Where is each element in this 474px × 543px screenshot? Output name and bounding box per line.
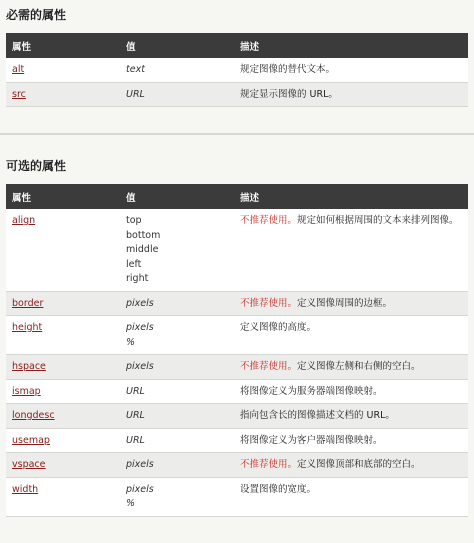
value-text: pixels: [126, 322, 154, 333]
attribute-link[interactable]: hspace: [12, 361, 46, 372]
value-text: pixels: [126, 483, 154, 495]
table-row: [6, 404, 468, 429]
attribute-cell: [6, 82, 120, 107]
deprecated-warning: 不推荐使用。: [240, 297, 298, 309]
attribute-link[interactable]: align: [12, 215, 36, 226]
header-description: 描述: [234, 33, 468, 58]
value-cell: [120, 404, 234, 429]
description-cell: [234, 355, 468, 380]
attribute-cell: [6, 379, 120, 404]
value-text: URL: [126, 434, 145, 446]
description-text: 将图像定义为客户器端图像映射。: [240, 434, 383, 446]
description-cell: [234, 209, 468, 291]
table-row: [6, 428, 468, 453]
value-cell: [120, 316, 234, 355]
value-cell: [120, 355, 234, 380]
attribute-cell: [6, 453, 120, 478]
attribute-cell: [6, 428, 120, 453]
value-cell: [120, 209, 234, 291]
description-cell: [234, 477, 468, 516]
table-row: [6, 477, 468, 516]
description-text: 设置图像的宽度。: [240, 483, 317, 495]
attribute-link[interactable]: usemap: [12, 434, 50, 446]
attribute-link[interactable]: ismap: [12, 385, 41, 397]
table-row: [6, 355, 468, 380]
attribute-cell: [6, 58, 120, 82]
header-attribute: 属性: [6, 33, 120, 58]
description-cell: [234, 453, 468, 478]
table-header-row: [6, 33, 468, 58]
description-text: 定义图像的高度。: [240, 322, 317, 333]
required-attributes-table: [6, 33, 468, 107]
description-cell: [234, 82, 468, 107]
table-row: [6, 58, 468, 82]
value-cell: [120, 428, 234, 453]
value-cell: [120, 82, 234, 107]
attribute-link[interactable]: alt: [12, 64, 25, 75]
deprecated-warning: 不推荐使用。: [240, 459, 298, 470]
attribute-cell: [6, 477, 120, 516]
deprecated-warning: 不推荐使用。: [240, 215, 298, 226]
table-row: [6, 209, 468, 291]
value-text: pixels: [126, 361, 154, 372]
table-row: [6, 291, 468, 316]
deprecated-warning: 不推荐使用。: [240, 361, 298, 372]
table-row: [6, 453, 468, 478]
section-divider: [0, 133, 474, 135]
header-description: 描述: [234, 184, 468, 209]
description-cell: [234, 58, 468, 82]
attribute-link[interactable]: longdesc: [12, 410, 55, 421]
description-text: 将图像定义为服务器端图像映射。: [240, 385, 383, 397]
value-text: right: [126, 273, 149, 284]
table-header-row: [6, 184, 468, 209]
value-text: %: [126, 498, 136, 509]
value-text: text: [126, 64, 145, 75]
table-row: [6, 82, 468, 107]
value-cell: [120, 477, 234, 516]
table-row: [6, 379, 468, 404]
attribute-cell: [6, 291, 120, 316]
attribute-cell: [6, 404, 120, 429]
value-text: left: [126, 258, 142, 270]
description-cell: [234, 379, 468, 404]
header-value: 值: [120, 33, 234, 58]
description-cell: [234, 404, 468, 429]
value-text: %: [126, 336, 136, 348]
value-cell: [120, 58, 234, 82]
optional-attributes-title: 可选的属性: [6, 159, 67, 173]
header-attribute: 属性: [6, 184, 120, 209]
attribute-link[interactable]: width: [12, 483, 39, 495]
attribute-cell: [6, 209, 120, 291]
description-text: 规定图像的替代文本。: [240, 64, 336, 75]
value-text: pixels: [126, 297, 154, 309]
attribute-link[interactable]: border: [12, 297, 44, 309]
value-text: top: [126, 215, 142, 226]
required-attributes-title: 必需的属性: [6, 8, 67, 22]
value-text: URL: [126, 88, 145, 100]
value-text: bottom: [126, 229, 161, 241]
value-cell: [120, 379, 234, 404]
description-cell: [234, 428, 468, 453]
description-text: 定义图像顶部和底部的空白。: [297, 459, 421, 470]
description-cell: [234, 291, 468, 316]
attribute-link[interactable]: src: [12, 88, 26, 100]
value-cell: [120, 453, 234, 478]
value-text: middle: [126, 244, 159, 255]
header-value: 值: [120, 184, 234, 209]
attribute-cell: [6, 316, 120, 355]
attribute-cell: [6, 355, 120, 380]
attribute-link[interactable]: height: [12, 322, 43, 333]
description-text: 定义图像左侧和右侧的空白。: [297, 361, 421, 372]
description-text: 规定显示图像的 URL。: [240, 88, 338, 100]
description-text: 规定如何根据周围的文本来排列图像。: [297, 215, 459, 226]
value-text: URL: [126, 410, 145, 421]
description-cell: [234, 316, 468, 355]
value-cell: [120, 291, 234, 316]
value-text: URL: [126, 385, 145, 397]
description-text: 指向包含长的图像描述文档的 URL。: [240, 410, 395, 421]
table-row: [6, 316, 468, 355]
description-text: 定义图像周围的边框。: [297, 297, 393, 309]
optional-attributes-table: [6, 184, 468, 517]
value-text: pixels: [126, 459, 154, 470]
attribute-link[interactable]: vspace: [12, 459, 46, 470]
